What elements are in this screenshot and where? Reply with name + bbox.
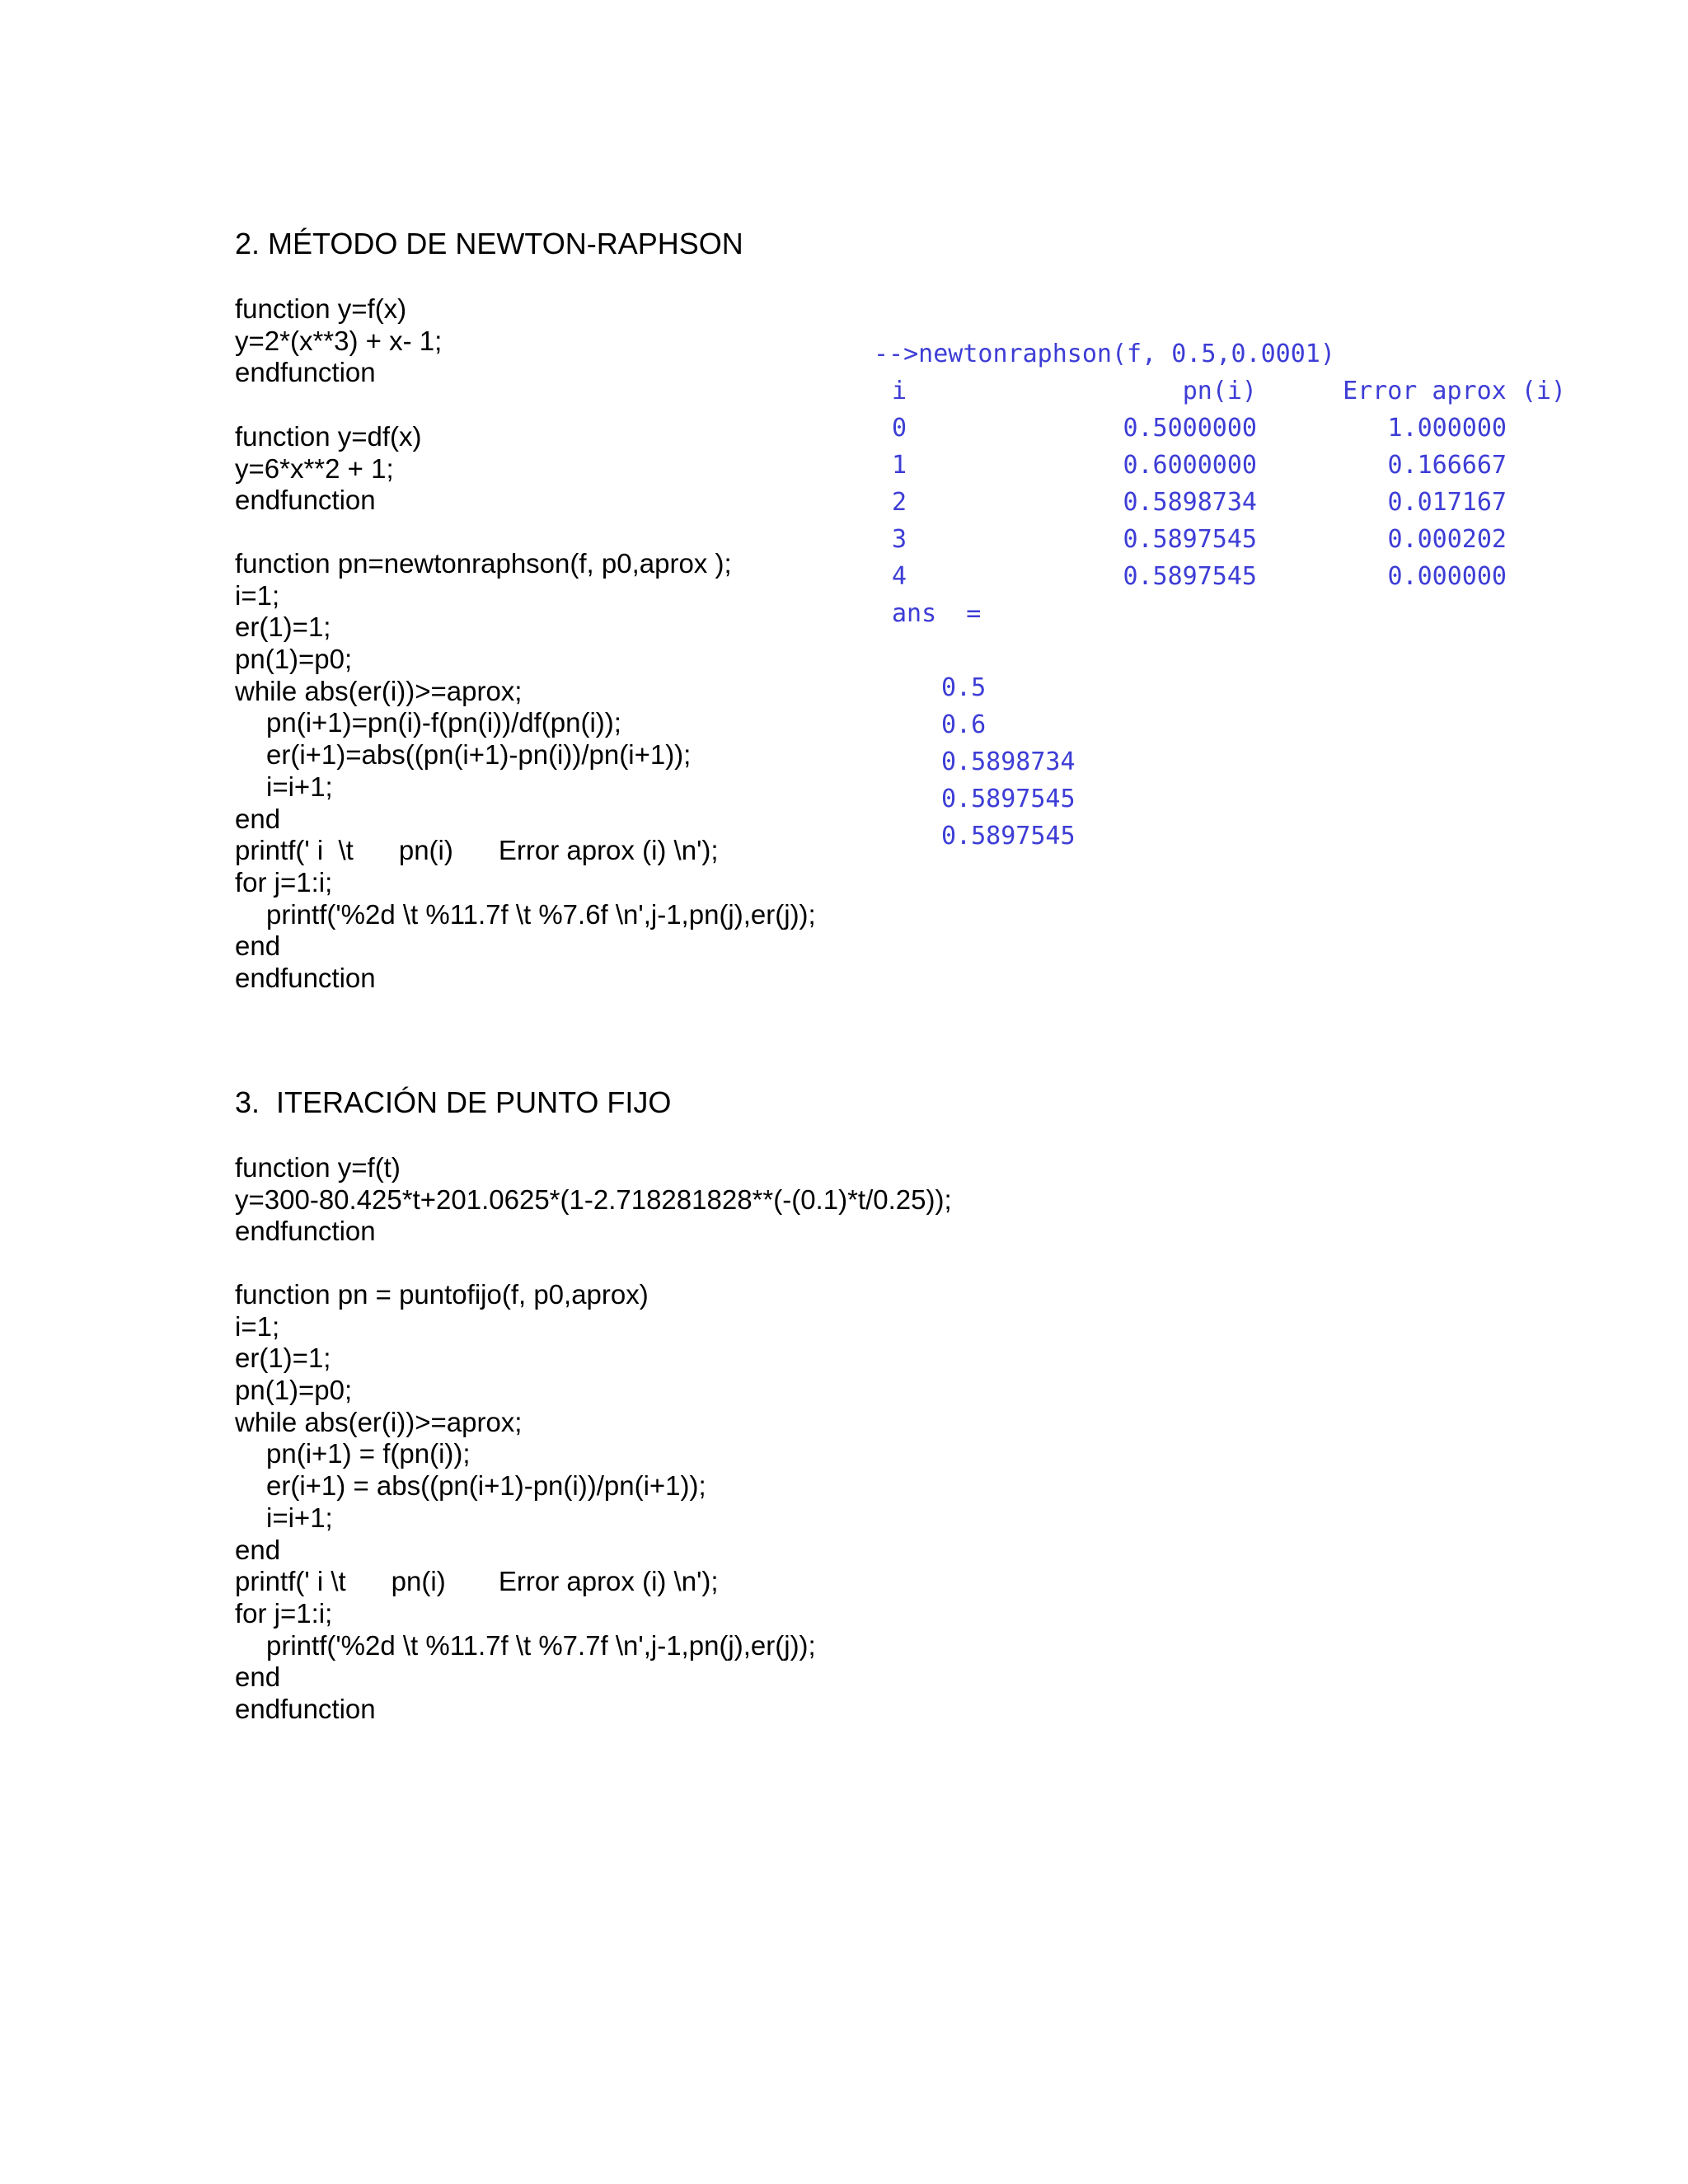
code-line: printf(' i \t pn(i) Error aprox (i) \n'); bbox=[235, 1566, 719, 1597]
cell-i: 3 bbox=[892, 525, 907, 554]
code-line: function y=f(t) bbox=[235, 1152, 401, 1183]
code-line: function pn=newtonraphson(f, p0,aprox ); bbox=[235, 548, 732, 579]
code-line: i=i+1; bbox=[266, 771, 333, 802]
cell-error: 0.166667 bbox=[1387, 451, 1507, 480]
ans-value: 0.5898734 bbox=[941, 748, 1076, 776]
header-pn: pn(i) bbox=[1182, 377, 1257, 405]
code-block-puntofijo-function bbox=[235, 1279, 816, 1726]
code-line: er(1)=1; bbox=[235, 1343, 331, 1374]
ans-label: ans = bbox=[892, 599, 982, 628]
ans-value: 0.5897545 bbox=[941, 822, 1076, 851]
cell-pn: 0.5897545 bbox=[1123, 525, 1257, 554]
code-line: endfunction bbox=[235, 485, 376, 516]
code-line: while abs(er(i))>=aprox; bbox=[235, 1406, 523, 1437]
code-line: er(i+1) = abs((pn(i+1)-pn(i))/pn(i+1)); bbox=[266, 1470, 706, 1502]
cell-error: 1.000000 bbox=[1387, 414, 1507, 443]
code-line: for j=1:i; bbox=[235, 866, 333, 898]
code-line: pn(1)=p0; bbox=[235, 1375, 353, 1406]
cell-pn: 0.5000000 bbox=[1123, 414, 1257, 443]
code-line: end bbox=[235, 1661, 281, 1693]
cell-i: 2 bbox=[892, 488, 907, 517]
code-line: end bbox=[235, 930, 281, 962]
code-line: i=i+1; bbox=[266, 1502, 333, 1533]
code-line: i=1; bbox=[235, 1310, 280, 1342]
code-line: y=2*(x**3) + x- 1; bbox=[235, 325, 443, 356]
code-line: y=6*x**2 + 1; bbox=[235, 452, 394, 484]
code-line: end bbox=[235, 803, 281, 834]
code-line: function y=df(x) bbox=[235, 421, 422, 452]
code-line: er(1)=1; bbox=[235, 612, 331, 643]
table-row bbox=[874, 414, 1566, 451]
code-block-newtonraphson-function bbox=[235, 548, 816, 995]
code-line: endfunction bbox=[235, 1693, 376, 1724]
table-row bbox=[874, 562, 1566, 599]
cell-error: 0.000202 bbox=[1387, 525, 1507, 554]
code-line: function y=f(x) bbox=[235, 293, 407, 324]
code-line: er(i+1)=abs((pn(i+1)-pn(i))/pn(i+1)); bbox=[266, 739, 692, 771]
cell-pn: 0.6000000 bbox=[1123, 451, 1257, 480]
cell-error: 0.017167 bbox=[1387, 488, 1507, 517]
ans-value: 0.6 bbox=[941, 710, 987, 739]
code-line: while abs(er(i))>=aprox; bbox=[235, 675, 523, 706]
cell-pn: 0.5898734 bbox=[1123, 488, 1257, 517]
header-error: Error aprox (i) bbox=[1343, 377, 1566, 405]
table-row bbox=[874, 488, 1566, 525]
code-line: printf('%2d \t %11.7f \t %7.6f \n',j-1,pn(j),er(j)); bbox=[266, 898, 816, 930]
code-line: printf('%2d \t %11.7f \t %7.7f \n',j-1,pn(j),er(j)); bbox=[266, 1629, 816, 1661]
cell-i: 4 bbox=[892, 562, 907, 591]
code-line: i=1; bbox=[235, 579, 280, 611]
ans-value: 0.5 bbox=[941, 673, 987, 702]
cell-i: 1 bbox=[892, 451, 907, 480]
table-row bbox=[874, 451, 1566, 488]
code-line: endfunction bbox=[235, 357, 376, 388]
table-row bbox=[874, 525, 1566, 562]
code-block-f-function bbox=[235, 293, 442, 389]
code-block-f-function bbox=[235, 1152, 952, 1248]
header-i: i bbox=[892, 377, 907, 405]
section-heading-newton-raphson: 2. MÉTODO DE NEWTON-RAPHSON bbox=[235, 227, 743, 260]
code-line: function pn = puntofijo(f, p0,aprox) bbox=[235, 1279, 649, 1310]
section-heading-punto-fijo: 3. ITERACIÓN DE PUNTO FIJO bbox=[235, 1085, 672, 1119]
console-table-header bbox=[874, 377, 1566, 414]
code-block-df-function bbox=[235, 421, 422, 517]
code-line: pn(1)=p0; bbox=[235, 644, 353, 675]
cell-error: 0.000000 bbox=[1387, 562, 1507, 591]
code-line: pn(i+1) = f(pn(i)); bbox=[266, 1438, 471, 1469]
code-line: printf(' i \t pn(i) Error aprox (i) \n'); bbox=[235, 835, 719, 866]
ans-value: 0.5897545 bbox=[941, 785, 1076, 813]
cell-i: 0 bbox=[892, 414, 907, 443]
cell-pn: 0.5897545 bbox=[1123, 562, 1257, 591]
code-line: endfunction bbox=[235, 962, 376, 993]
code-line: end bbox=[235, 1534, 281, 1565]
code-line: pn(i+1)=pn(i)-f(pn(i))/df(pn(i)); bbox=[266, 707, 621, 738]
code-line: endfunction bbox=[235, 1216, 376, 1247]
code-line: y=300-80.425*t+201.0625*(1-2.718281828**(-(0.1)*t/0.25)); bbox=[235, 1183, 952, 1215]
console-command: -->newtonraphson(f, 0.5,0.0001) bbox=[874, 340, 1335, 368]
code-line: for j=1:i; bbox=[235, 1597, 333, 1629]
